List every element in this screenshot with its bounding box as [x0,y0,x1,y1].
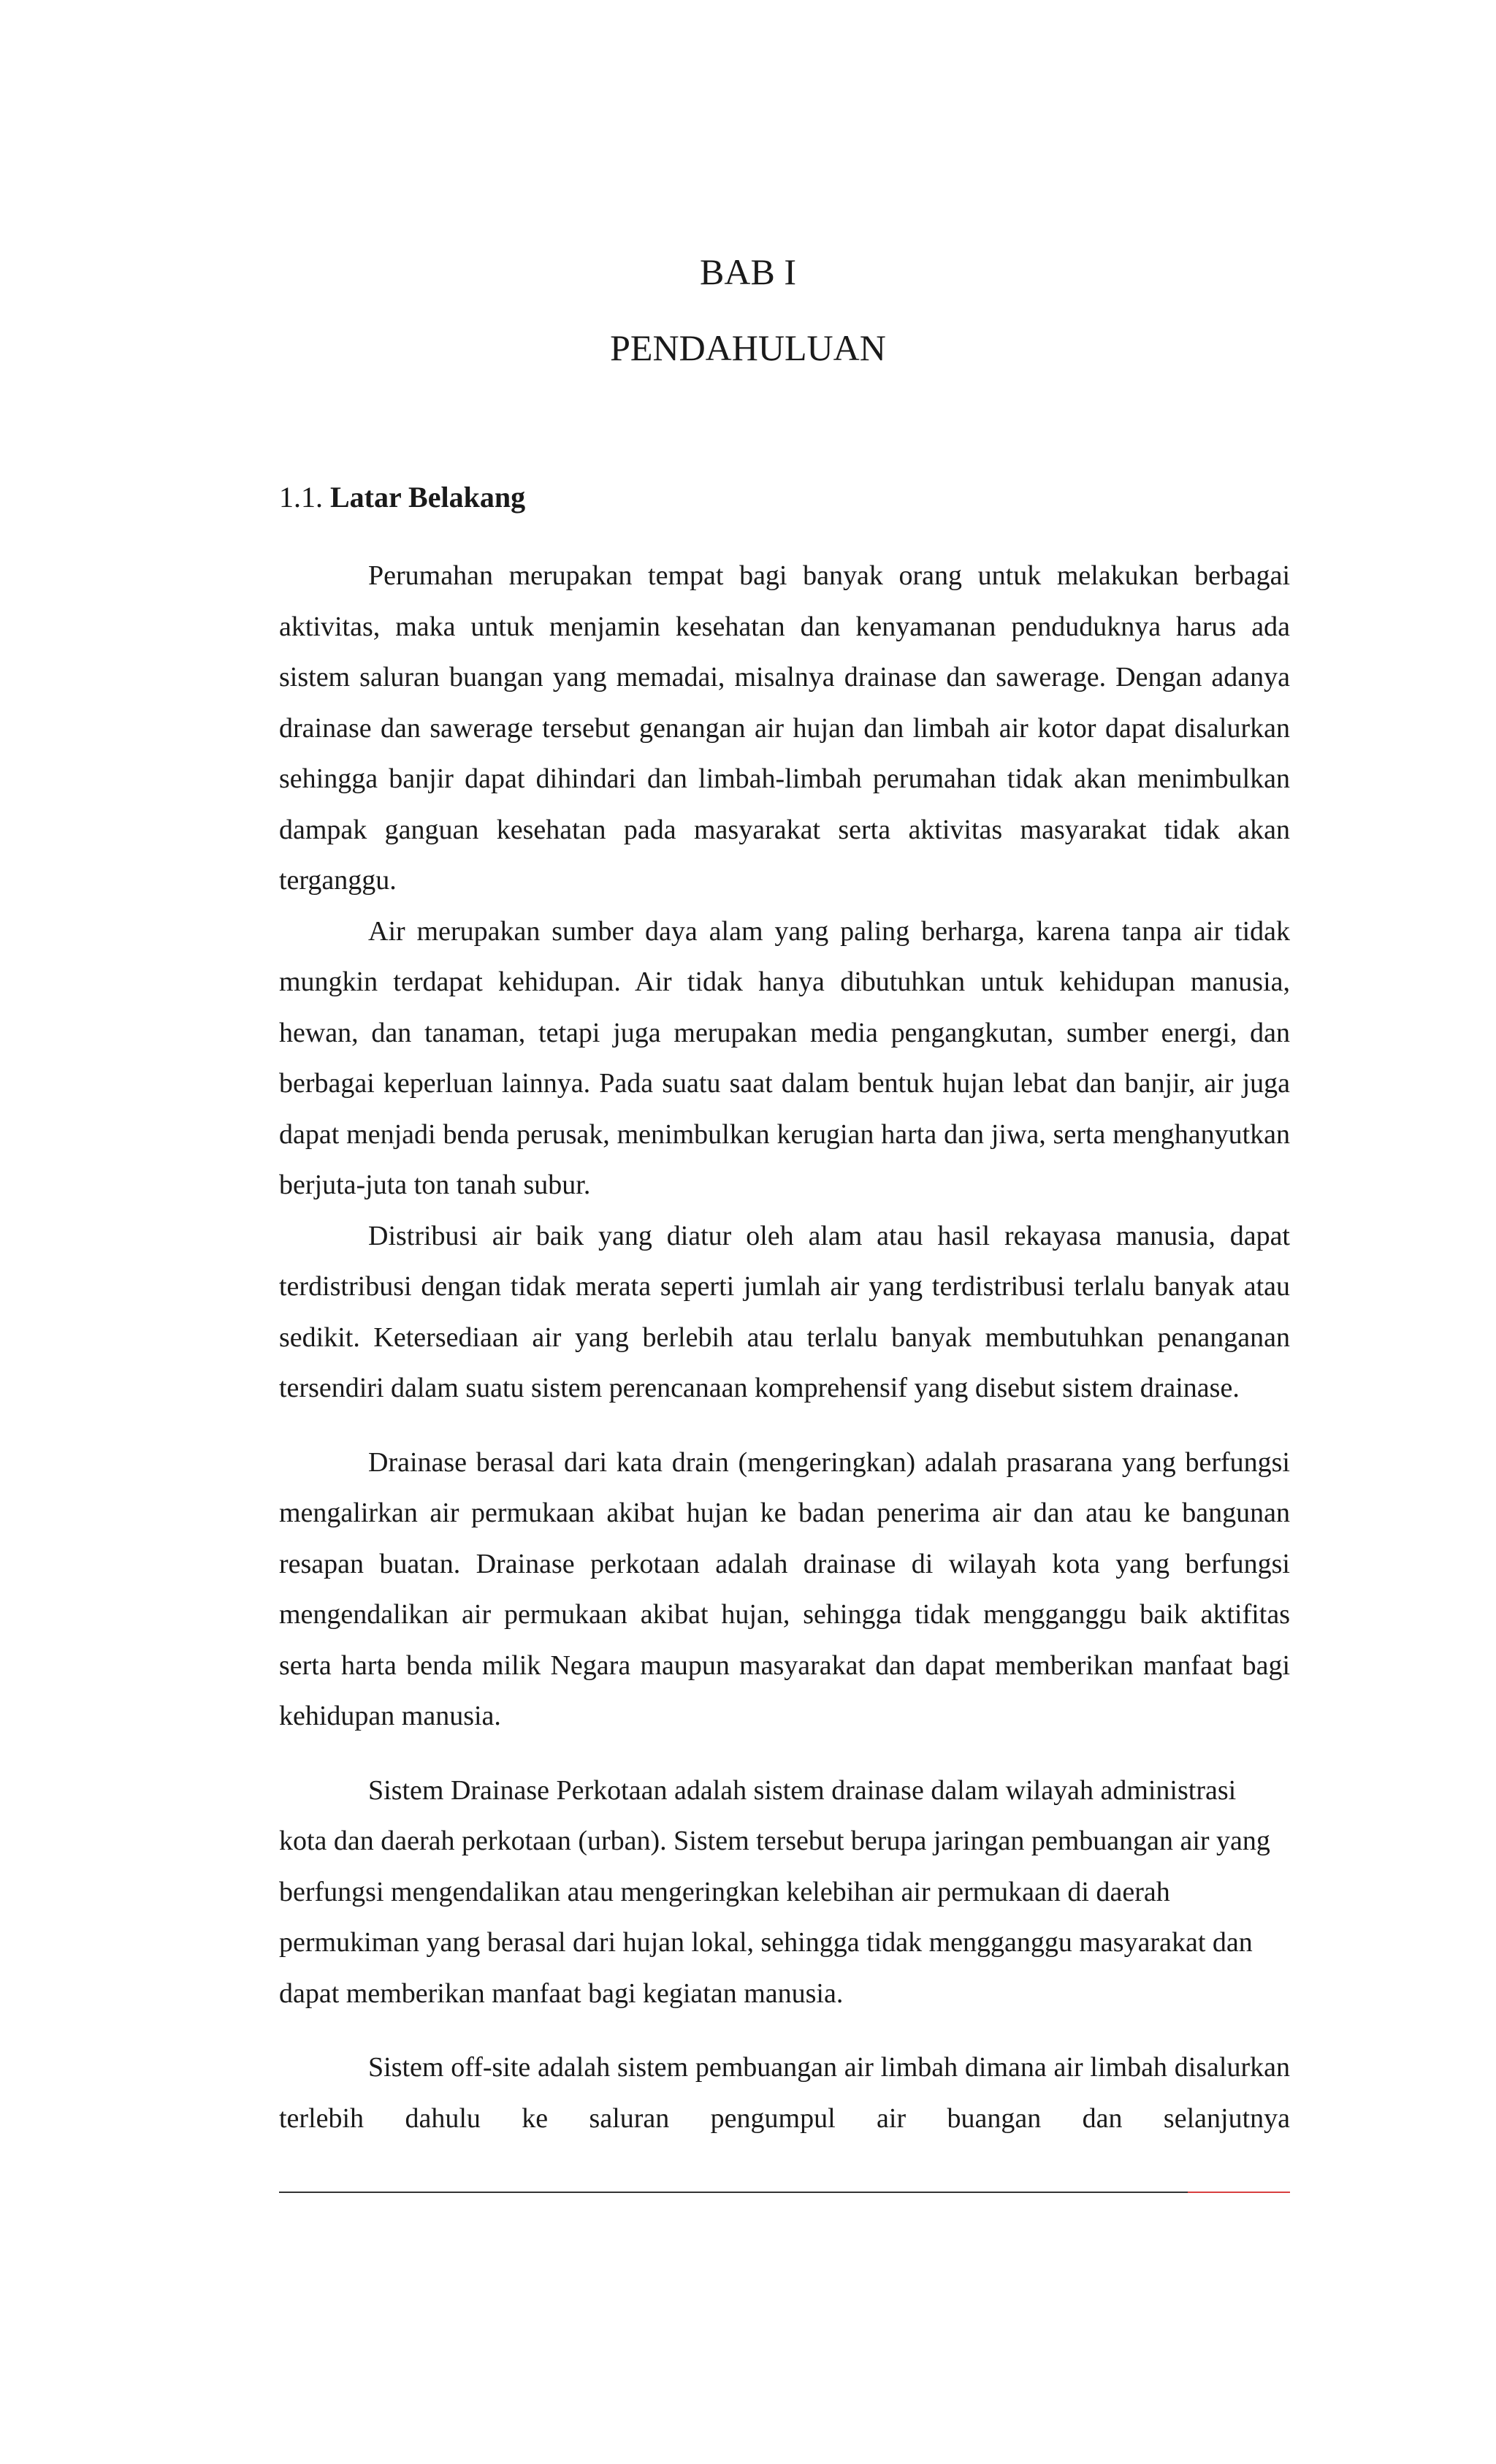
section-heading [279,479,525,516]
paragraph-sistem-drainase-perkotaan: Sistem Drainase Perkotaan adalah sistem drainase dalam wilayah administrasi kota dan daerah perkotaan (urban). Sistem tersebut berupa jaringan pembuangan air yang berfungsi mengendalikan atau mengeringkan kelebihan air permukaan di daerah permukiman yang berasal dari hujan lokal, sehingga tidak mengganggu masyarakat dan dapat memberikan manfaat bagi kegiatan manusia. [279,1774,1270,2009]
chapter-title: PENDAHULUAN [610,327,886,368]
chapter-label: BAB I [700,251,796,292]
body-text [279,551,1290,2144]
paragraph-drainase: Drainase berasal dari kata drain (mengeringkan) adalah prasarana yang berfungsi mengalirkan air permukaan akibat hujan ke badan penerima air dan atau ke bangunan resapan buatan. Drainase perkotaan adalah drainase di wilayah kota yang berfungsi mengendalikan air permukaan akibat hujan, sehingga tidak mengganggu baik aktifitas serta harta benda milik Negara maupun masyarakat dan dapat memberikan manfaat bagi kehidupan manusia. [279,1446,1290,1731]
footer-rule-mark [1188,2192,1290,2193]
section-title: Latar Belakang [330,481,526,514]
paragraph-distribusi: Distribusi air baik yang diatur oleh alam atau hasil rekayasa manusia, dapat terdistribusi dengan tidak merata seperti jumlah air yang terdistribusi terlalu banyak atau sedikit. Ketersediaan air yang berlebih atau terlalu banyak membutuhkan penanganan tersendiri dalam suatu sistem perencanaan komprehensif yang disebut sistem drainase. [279,1220,1290,1403]
footer-rule [279,2192,1290,2193]
paragraph-perumahan: Perumahan merupakan tempat bagi banyak orang untuk melakukan berbagai aktivitas, maka untuk menjamin kesehatan dan kenyamanan penduduknya harus ada sistem saluran buangan yang memadai, misalnya drainase dan sawerage. Dengan adanya drainase dan sawerage tersebut genangan air hujan dan limbah air kotor dapat disalurkan sehingga banjir dapat dihindari dan limbah-limbah perumahan tidak akan menimbulkan dampak ganguan kesehatan pada masyarakat serta aktivitas masyarakat tidak akan terganggu. [279,560,1290,896]
paragraph-air: Air merupakan sumber daya alam yang paling berharga, karena tanpa air tidak mungkin terdapat kehidupan. Air tidak hanya dibutuhkan untuk kehidupan manusia, hewan, dan tanaman, tetapi juga merupakan media pengangkutan, sumber energi, dan berbagai keperluan lainnya. Pada suatu saat dalam bentuk hujan lebat dan banjir, air juga dapat menjadi benda perusak, menimbulkan kerugian harta dan jiwa, serta menghanyutkan berjuta-juta ton tanah subur. [279,915,1290,1200]
section-number: 1.1. [279,481,323,514]
paragraph-sistem-off-site: Sistem off-site adalah sistem pembuangan air limbah dimana air limbah disalurkan terlebih dahulu ke saluran pengumpul air buangan dan selanjutnya [279,2052,1290,2134]
